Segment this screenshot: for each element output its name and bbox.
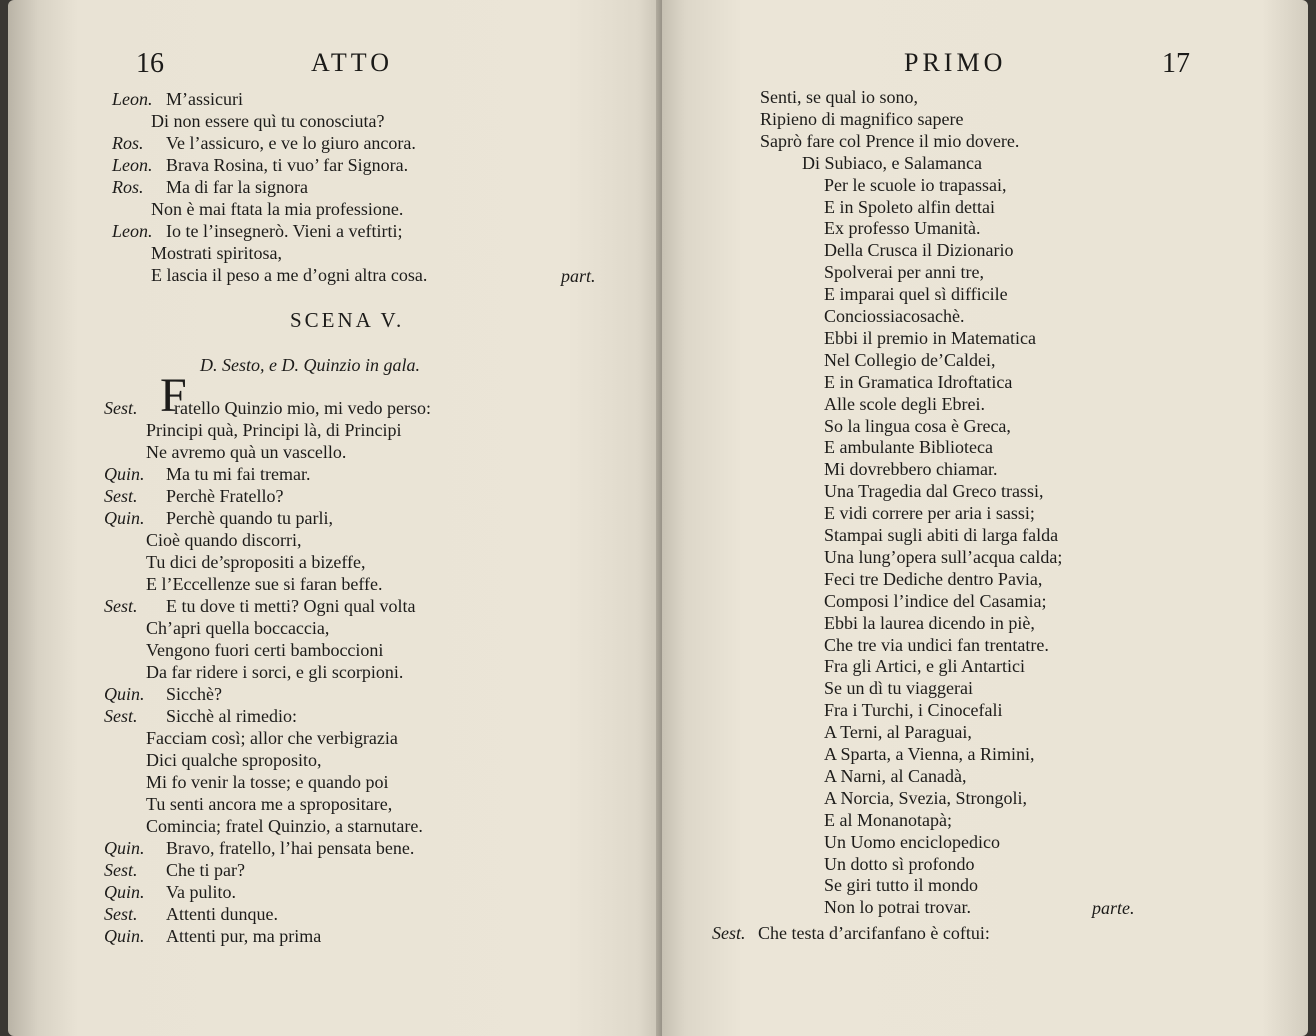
verse-line [824,831,1000,853]
verse-text: Tu dici de’spropositi a bizeffe, [146,552,366,572]
verse-text: Sicchè? [166,684,222,704]
verse-text: Ebbi la laurea dicendo in piè, [824,612,1035,633]
verse-line [760,108,963,130]
verse-text: A Sparta, a Vienna, a Rimini, [824,744,1035,764]
verse-line [824,546,1062,568]
verse-line [824,590,1046,612]
verse-text: Perchè Fratello? [166,486,284,506]
verse-line [824,655,1025,677]
verse-text: Facciam così; allor che verbigrazia [146,728,398,748]
verse-line [760,130,1019,152]
verse-text: Feci tre Dediche dentro Pavia, [824,568,1043,589]
verse-text: Che testa d’arcifanfano è coftui: [758,923,990,943]
verse-line [824,787,1027,809]
verse-text: E tu dove ti metti? Ogni qual volta [166,596,416,616]
verse-line [104,925,321,947]
verse-text: E vidi correre per aria i sassi; [824,503,1035,524]
speaker-label: Sest. [104,398,138,418]
verse-line [104,837,414,859]
verse-text: Una lung’opera sull’acqua calda; [824,546,1063,567]
left-running-head: ATTO [311,48,393,77]
verse-text: A Narni, al Canadà, [824,765,967,786]
speaker-label: Sest. [104,596,138,616]
verse-line [824,349,995,371]
verse-text: E ambulante Biblioteca [824,437,993,458]
verse-line [824,174,1006,196]
verse-line [824,896,971,918]
verse-line [824,196,995,218]
drop-cap: F [160,369,187,422]
verse-text: Io te l’insegnerò. Vieni a veftirti; [166,221,403,241]
verse-line [824,699,1003,721]
speaker-label: Quin. [104,684,145,704]
verse-line [824,765,966,787]
verse-text: So la lingua cosa è Greca, [824,415,1011,436]
verse-text: Ve l’assicuro, e ve lo giuro ancora. [166,133,416,153]
speaker-label: Sest. [104,706,138,726]
verse-text: Di non essere quì tu conosciuta? [151,111,385,131]
verse-line [112,154,408,176]
verse-line [824,634,1049,656]
verse-line [760,86,918,108]
verse-line [146,617,329,639]
left-page-number: 16 [136,48,164,79]
first-line [104,397,431,419]
verse-text: Saprò fare col Prence il mio dovere. [760,130,1020,151]
verse-line [146,529,301,551]
left-page [8,0,662,1036]
verse-text: Di Subiaco, e Salamanca [802,152,982,173]
verse-text: Spolverai per anni tre, [824,262,984,283]
verse-line [112,88,243,110]
scene-title: SCENA V. [290,308,405,332]
verse-text: Ebbi il premio in Matematica [824,327,1036,348]
verse-line [824,458,997,480]
verse-line [146,793,392,815]
verse-text: Una Tragedia dal Greco trassi, [824,481,1044,502]
verse-line [146,661,403,683]
verse-line [146,573,383,595]
verse-line [824,874,978,896]
verse-text: Ma di far la signora [166,177,308,197]
verse-text: Se giri tutto il mondo [824,875,979,896]
verse-text: Attenti dunque. [166,904,278,924]
speaker-label: Sest. [104,486,138,506]
verse-text: Attenti pur, ma prima [166,926,322,946]
verse-line [104,595,415,617]
verse-text: Principi quà, Principi là, di Principi [146,420,402,440]
verse-line [146,419,401,441]
verse-text: Mi fo venir la tosse; e quando poi [146,772,389,792]
verse-line [824,415,1011,437]
verse-line [104,903,278,925]
right-page-number: 17 [1162,48,1190,79]
verse-text: Cioè quando discorri, [146,530,302,550]
verse-line [802,152,982,174]
verse-line [104,683,222,705]
verse-line [824,502,1035,524]
verse-line [824,371,1012,393]
speaker-label: Quin. [104,838,145,858]
verse-line [146,749,321,771]
verse-text: Va pulito. [166,882,236,902]
verse-text: Mostrati spiritosa, [151,243,282,263]
verse-line [824,239,1013,261]
verse-line [824,436,993,458]
verse-line [824,524,1058,546]
verse-line [824,283,1008,305]
verse-text: Che ti par? [166,860,245,880]
verse-text: Che tre via undici fan trentatre. [824,634,1049,655]
exit-direction-1: part. [561,266,596,286]
speaker-label: Ros. [112,177,144,197]
verse-line [104,881,236,903]
verse-line [146,771,388,793]
verse-line [146,815,423,837]
speaker-label: Leon. [112,89,153,109]
verse-text: Ex professo Umanità. [824,218,981,239]
verse-text: Comincia; fratel Quinzio, a starnutare. [146,816,423,836]
verse-line [824,809,952,831]
verse-line [104,485,283,507]
verse-text: M’assicuri [166,89,243,109]
verse-text: Fra i Turchi, i Cinocefali [824,700,1003,721]
speaker-label: Leon. [112,155,153,175]
verse-text: Ne avremo quà un vascello. [146,442,347,462]
verse-line [112,220,403,242]
speaker-label: Quin. [104,464,145,484]
verse-line [824,568,1042,590]
verse-line [824,261,984,283]
verse-line [824,721,972,743]
verse-text: Senti, se qual io sono, [760,87,918,107]
verse-text: Fra gli Artici, e gli Antartici [824,656,1025,677]
verse-line [104,859,245,881]
verse-text: Da far ridere i sorci, e gli scorpioni. [146,662,404,682]
verse-line [104,463,310,485]
verse-line [824,327,1036,349]
verse-line [824,480,1043,502]
verse-line [824,677,973,699]
verse-text: Se un dì tu viaggerai [824,678,973,699]
verse-line [151,110,384,132]
verse-text: Stampai sugli abiti di larga falda [824,525,1059,545]
verse-text: ratello Quinzio mio, mi vedo perso: [174,398,431,418]
verse-text: Alle scole degli Ebrei. [824,393,985,414]
verse-text: Un Uomo enciclopedico [824,831,1000,852]
exit-direction-2: parte. [1092,898,1135,918]
verse-line [824,393,985,415]
speaker-label: Sest. [104,904,138,924]
verse-text: Non lo potrai trovar. [824,897,971,918]
verse-text: Ripieno di magnifico sapere [760,108,964,129]
verse-line [824,743,1035,765]
verse-text: Conciossiacosachè. [824,306,965,326]
verse-text: A Norcia, Svezia, Strongoli, [824,787,1027,808]
verse-text: Perchè quando tu parli, [166,508,333,528]
verse-line [104,507,333,529]
verse-text: Mi dovrebbero chiamar. [824,459,998,480]
scene-characters: D. Sesto, e D. Quinzio in gala. [200,355,420,375]
verse-text: Vengono fuori certi bamboccioni [146,640,384,660]
verse-text: Un dotto sì profondo [824,853,975,874]
verse-line [824,853,975,875]
verse-text: Composi l’indice del Casamia; [824,590,1047,611]
verse-line [104,705,297,727]
verse-line [112,132,416,154]
verse-text: A Terni, al Paraguai, [824,722,972,743]
verse-line [146,727,398,749]
speaker-label: Quin. [104,926,145,946]
verse-text: Bravo, fratello, l’hai pensata bene. [166,838,415,858]
verse-line [146,441,346,463]
speaker-label: Sest. [712,923,746,943]
verse-text: E al Monanotapà; [824,809,952,830]
verse-text: E imparai quel sì difficile [824,284,1008,305]
verse-line [146,551,365,573]
speaker-label: Quin. [104,882,145,902]
verse-text: E in Gramatica Idroftatica [824,371,1013,392]
speaker-label: Sest. [104,860,138,880]
verse-line [151,264,427,286]
speaker-label: Leon. [112,221,153,241]
verse-text: E l’Eccellenze sue si faran beffe. [146,574,383,594]
last-line [712,922,990,944]
verse-text: Dici qualche sproposito, [146,750,322,770]
right-page [662,0,1308,1036]
verse-text: E lascia il peso a me d’ogni altra cosa. [151,265,428,285]
verse-text: Nel Collegio de’Caldei, [824,349,996,370]
speaker-label: Quin. [104,508,145,528]
verse-line [151,242,282,264]
verse-line [146,639,383,661]
speaker-label: Ros. [112,133,144,153]
verse-text: Per le scuole io trapassai, [824,174,1007,195]
verse-text: Brava Rosina, ti vuo’ far Signora. [166,155,409,175]
right-running-head: PRIMO [904,48,1007,77]
verse-text: Della Crusca il Dizionario [824,240,1014,261]
verse-line [824,217,980,239]
verse-text: E in Spoleto alfin dettai [824,196,995,217]
verse-text: Ch’apri quella boccaccia, [146,618,330,638]
verse-line [824,305,964,327]
verse-text: Tu senti ancora me a spropositare, [146,794,393,814]
verse-line [112,176,308,198]
verse-line [824,612,1035,634]
verse-text: Non è mai ftata la mia professione. [151,199,404,219]
verse-line [151,198,403,220]
verse-text: Ma tu mi fai tremar. [166,464,311,484]
verse-text: Sicchè al rimedio: [166,706,297,726]
